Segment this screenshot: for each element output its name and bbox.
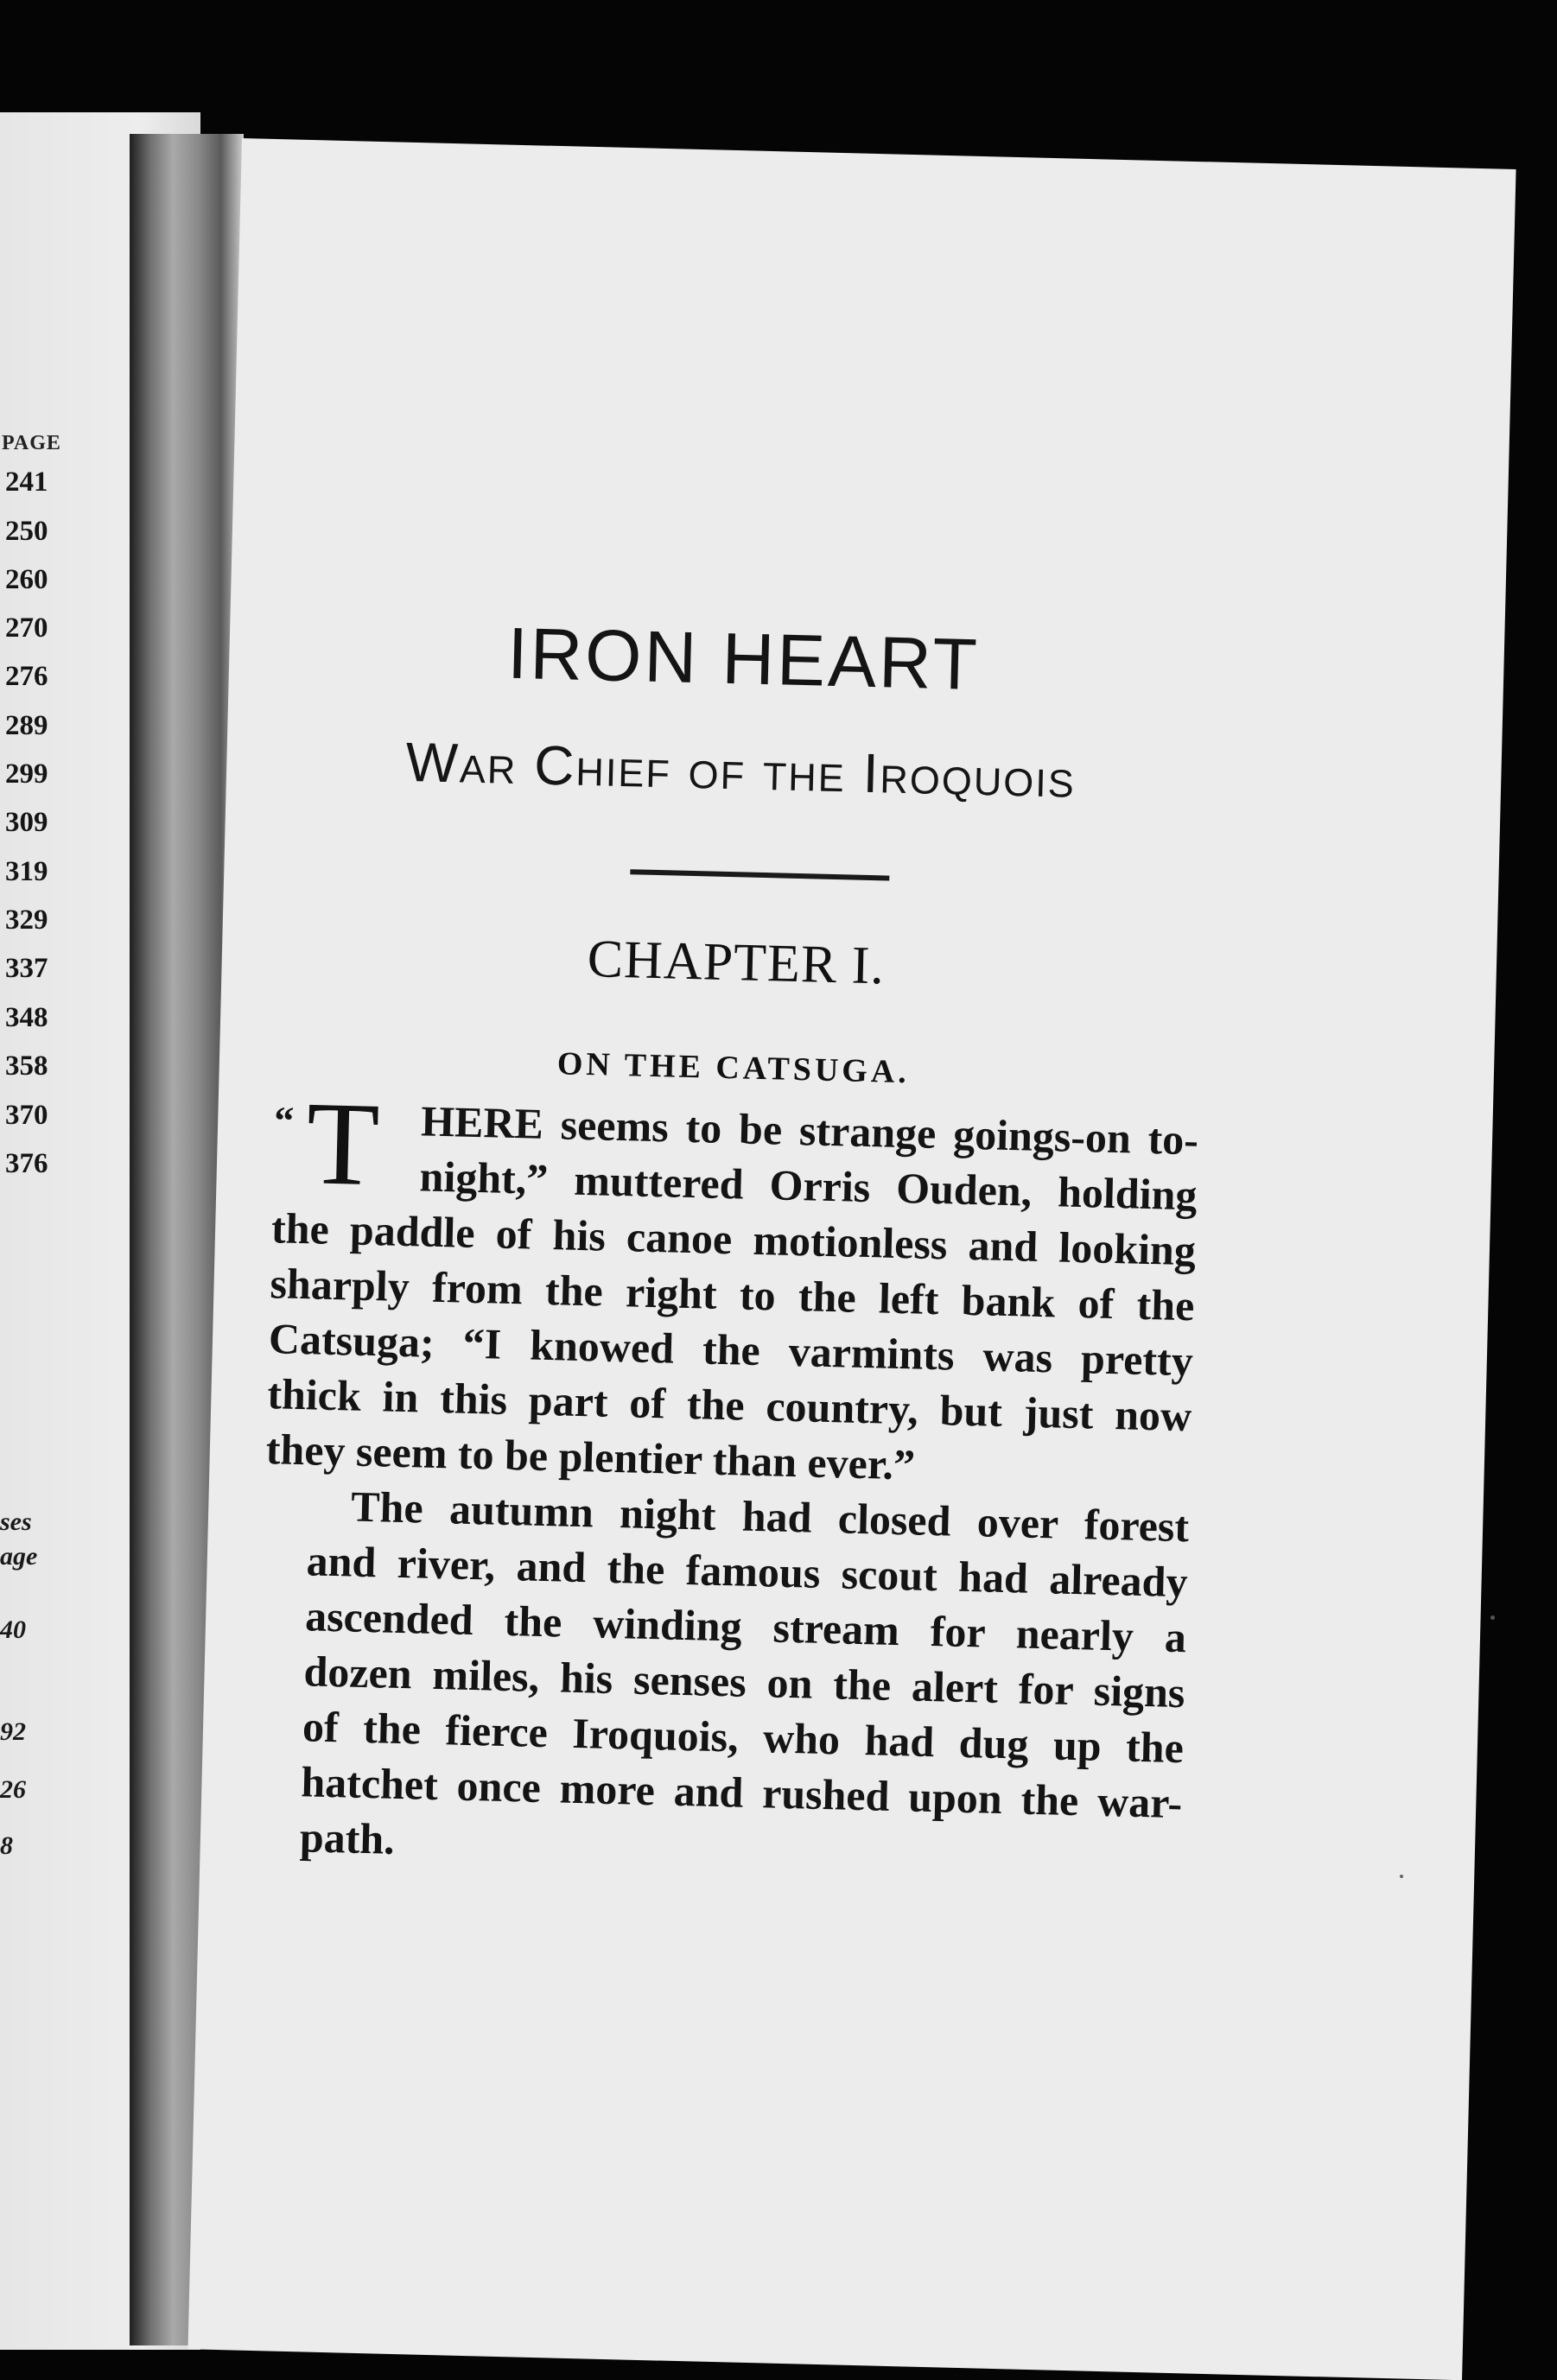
- left-page-number: 270: [5, 612, 48, 644]
- paragraph-line: they seem to be plentier than ever.”: [265, 1425, 916, 1489]
- paragraph-line: and river, and the famous scout had already: [306, 1536, 1189, 1607]
- paragraph-1: [265, 1076, 1199, 1499]
- left-page-fragment-text: ses: [0, 1507, 32, 1536]
- paragraph-line: night,” muttered Orris Ouden, holding: [419, 1152, 1198, 1220]
- drop-cap: T: [304, 1076, 381, 1211]
- left-page-number: 319: [5, 856, 48, 887]
- paragraph-line: path.: [299, 1812, 396, 1863]
- paper-speck: [1490, 1615, 1495, 1620]
- title-divider-rule: [630, 869, 889, 880]
- left-page-number: 358: [5, 1050, 48, 1082]
- opening-quote-mark: “: [273, 1098, 295, 1143]
- paragraph-line: HERE seems to be strange goings-on to-: [420, 1096, 1199, 1165]
- left-page-number: 276: [5, 661, 48, 692]
- paragraph-line: the paddle of his canoe motionless and looking: [270, 1203, 1197, 1275]
- left-page-number: 260: [5, 564, 48, 595]
- left-page-number: 309: [5, 807, 48, 838]
- paragraph-line: ascended the winding stream for nearly a: [304, 1591, 1187, 1662]
- paragraph-2: [256, 1476, 1190, 1886]
- paragraph-line: dozen miles, his senses on the alert for signs: [302, 1647, 1186, 1717]
- paper-speck: [1400, 1875, 1403, 1878]
- left-page-fragment-text: 8: [0, 1831, 13, 1860]
- left-page-number: 370: [5, 1100, 48, 1131]
- left-page-number: 348: [5, 1002, 48, 1033]
- chapter-body: [256, 1076, 1199, 1886]
- paragraph-line: The autumn night had closed over forest: [350, 1482, 1190, 1552]
- paragraph-line: sharply from the right to the left bank of the: [269, 1259, 1195, 1330]
- left-page-number: 299: [5, 758, 48, 790]
- book-subtitle: War Chief of the Iroquois: [404, 730, 1077, 809]
- chapter-subtitle: ON THE CATSUGA.: [556, 1045, 911, 1091]
- left-page-fragment-text: 92: [0, 1717, 26, 1746]
- left-page-fragment-text: 26: [0, 1775, 26, 1804]
- left-page-number: 337: [5, 953, 48, 984]
- paragraph-line: hatchet once more and rushed upon the war-: [300, 1757, 1183, 1828]
- chapter-heading: CHAPTER I.: [586, 930, 886, 996]
- left-page-number: 289: [5, 710, 48, 741]
- left-page-fragment-text: 40: [0, 1615, 26, 1644]
- paragraph-line: thick in this part of the country, but just now: [266, 1369, 1192, 1441]
- paragraph-line: of the fierce Iroquois, who had dug up the: [302, 1702, 1185, 1773]
- left-page-number: 241: [5, 466, 48, 498]
- left-page-column-label: PAGE: [2, 432, 61, 454]
- book-page: [187, 138, 1516, 2380]
- left-page-number: 250: [5, 516, 48, 547]
- left-page-number: 376: [5, 1148, 48, 1179]
- left-page-fragment-text: age: [0, 1542, 38, 1571]
- book-title: IRON HEART: [506, 612, 981, 706]
- left-page-number: 329: [5, 904, 48, 936]
- paragraph-line: Catsuga; “I knowed the varmints was pretty: [268, 1314, 1194, 1386]
